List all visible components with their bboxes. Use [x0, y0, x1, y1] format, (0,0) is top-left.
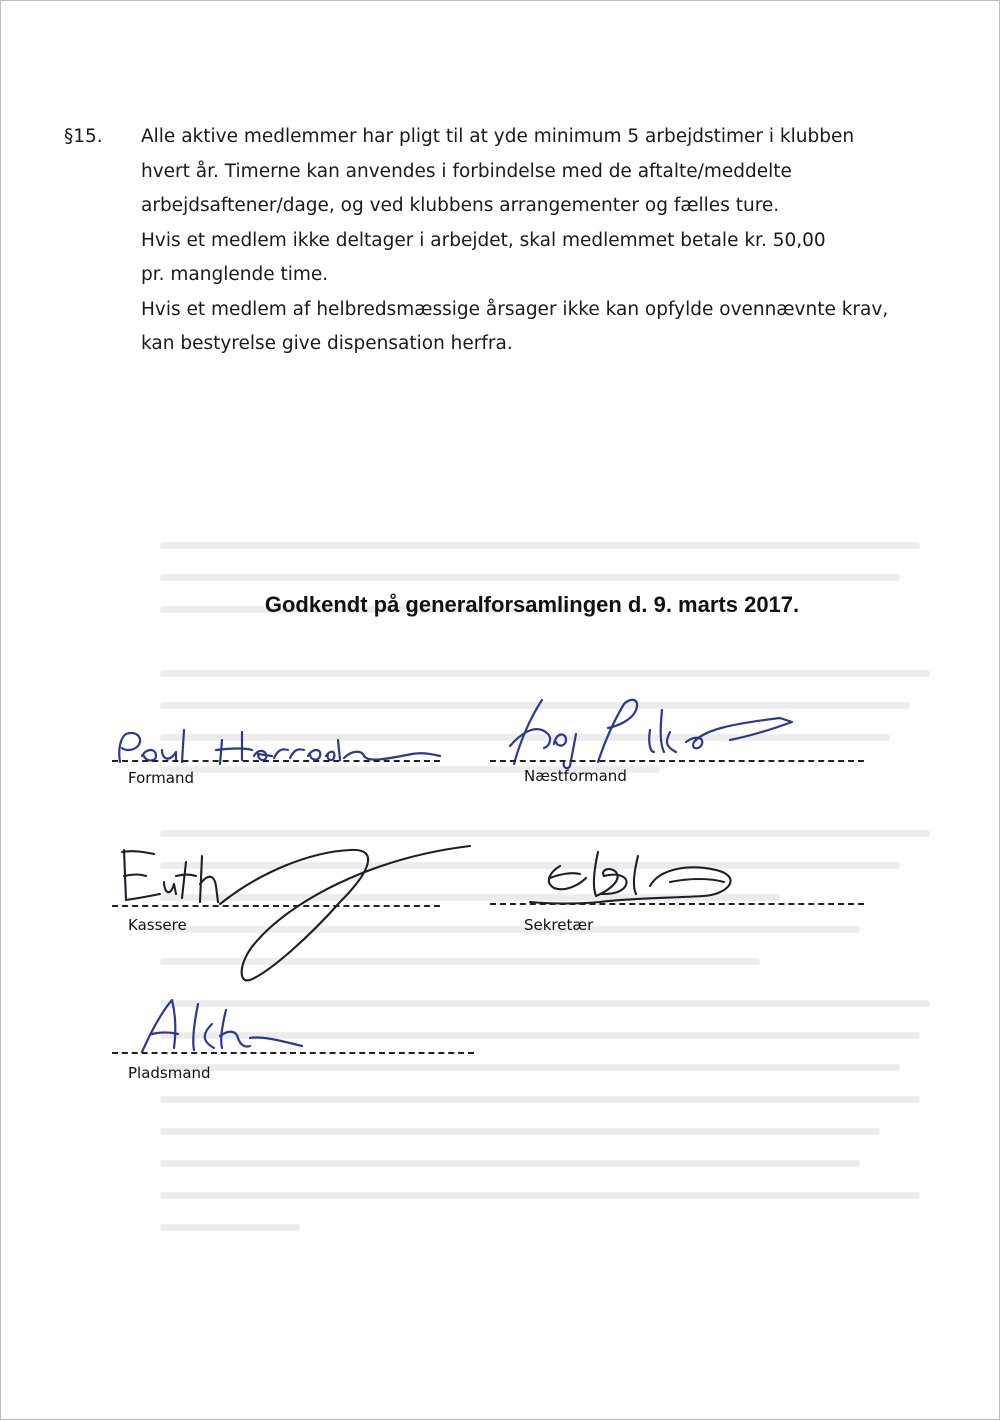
signature-pladsmand	[132, 990, 332, 1060]
signature-line-formand	[112, 760, 440, 762]
signature-line-sekretaer	[490, 903, 864, 905]
label-pladsmand: Pladsmand	[128, 1064, 211, 1082]
section-body	[141, 120, 944, 362]
signature-line-kassere	[112, 905, 440, 907]
label-naestformand: Næstformand	[524, 767, 627, 785]
section-15	[64, 120, 944, 362]
section-line: Hvis et medlem ikke deltager i arbejdet, skal medlemmet betale kr. 50,00	[141, 229, 826, 251]
label-kassere: Kassere	[128, 916, 187, 934]
signature-naestformand	[490, 690, 820, 770]
label-sekretaer: Sekretær	[524, 916, 594, 934]
section-number: §15.	[64, 126, 103, 147]
section-line: hvert år. Timerne kan anvendes i forbindelse med de aftalte/meddelte	[141, 160, 792, 182]
approval-statement: Godkendt på generalforsamlingen d. 9. marts 2017.	[264, 592, 800, 617]
section-line: pr. manglende time.	[141, 264, 329, 285]
section-line: Alle aktive medlemmer har pligt til at yde minimum 5 arbejdstimer i klubben	[141, 126, 855, 147]
section-line: arbejdsaftener/dage, og ved klubbens arrangementer og fælles ture.	[141, 195, 780, 216]
signature-line-naestformand	[490, 760, 864, 762]
signature-line-pladsmand	[112, 1052, 474, 1054]
section-line: kan bestyrelse give dispensation herfra.	[141, 333, 513, 354]
section-line: Hvis et medlem af helbredsmæssige årsager ikke kan opfylde ovennævnte krav,	[141, 298, 889, 320]
label-formand: Formand	[128, 769, 195, 787]
signature-sekretaer	[520, 838, 760, 918]
